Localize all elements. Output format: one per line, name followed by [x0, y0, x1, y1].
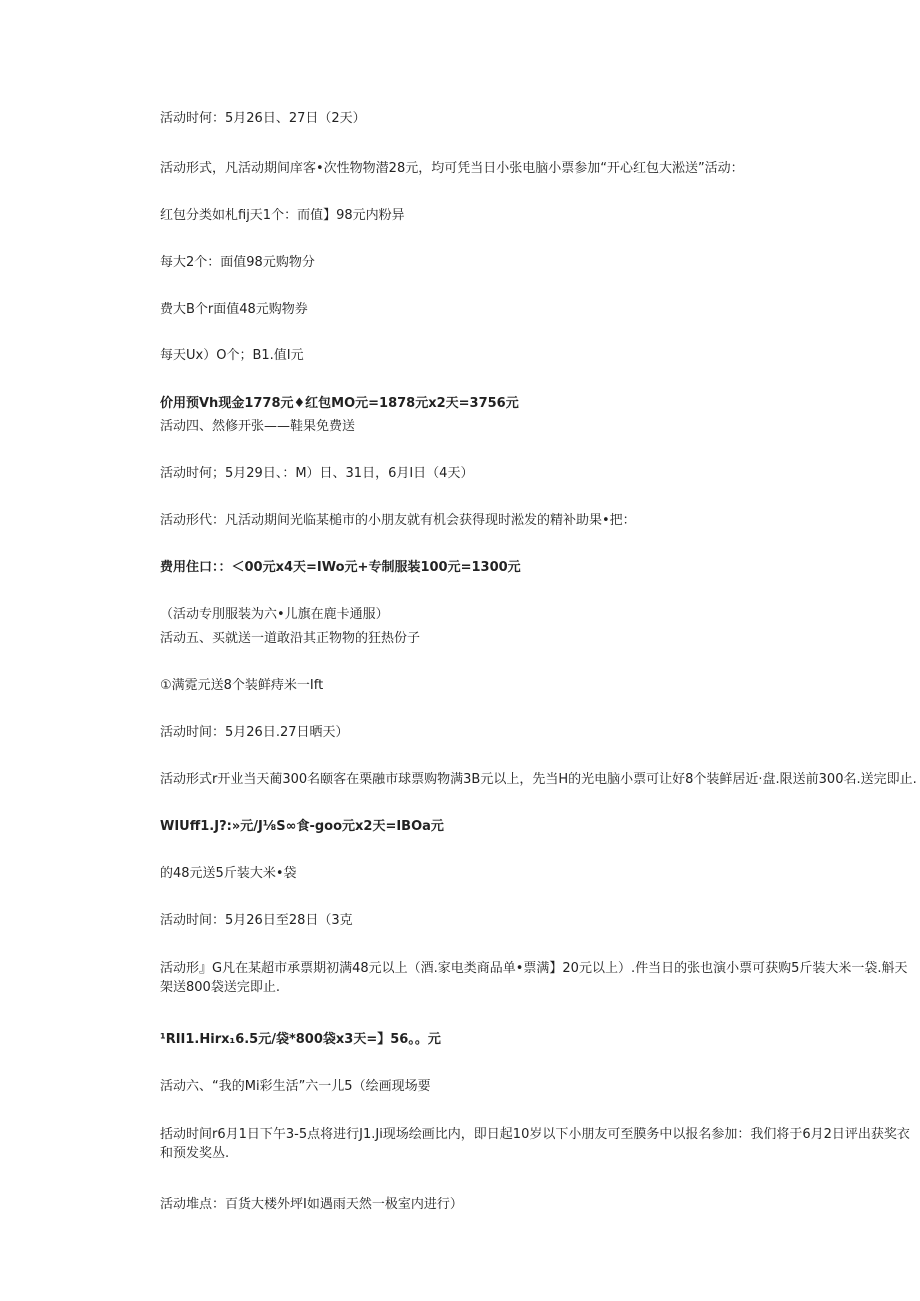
red-packet-category-line: 红包分类如札fij天1个：而值】98元内粉异: [160, 208, 405, 223]
event-time-line-5b: 活动时间：5月26日至28日（3克: [160, 913, 353, 928]
costume-note: （活动专刖服装为六•儿旗在鹿卡通服）: [160, 607, 389, 622]
budget-line-5b: ¹RII1.Hirx₁6.5元/袋*800袋x3天=】56。。元: [160, 1032, 441, 1047]
red-packet-daily-ux: 每天Ux）O个；B1.值I元: [160, 348, 304, 363]
activity-five-heading: 活动五、买就送一道敢沿其正物物的狂热份子: [160, 631, 421, 646]
activity-six-heading: 活动六、“我的Mi彩生活”六一儿5（绘画现场要: [160, 1079, 431, 1094]
event-form-line-1: 活动形式，凡活动期间庠客•次性物物潜28元，均可凭当日小张电脑小票参加“开心红包大淞送”活动：: [160, 161, 744, 176]
event-form-line-5b: 活动形』G凡在某超市承票期初满48元以上（酒.家电类商品单•票满】20元以上）.件当日的张也演小票可获购5斤装大米一袋.斛天架送800袋送完即止.: [160, 961, 908, 995]
event-form-line-4: 活动形代：凡活动期间光临某槌市的小朋友就有机会获得现时淞发的精补助果•把：: [160, 513, 636, 528]
event-time-line-6: 括动时间r6月1日下午3-5点将进行J1.Ji现场绘画比内，即日起10岁以下小朋友可至膜务中以报名参加：我们将于6月2日评出获奖衣和预发奖丛.: [160, 1127, 910, 1161]
activity-five-item-1: ①满霓元送8个装鲜痔米一Ift: [160, 678, 324, 693]
red-packet-daily-b: 费大B个r面值48元购物券: [160, 302, 308, 317]
budget-line-1: 价用预Vh现金1778元♦红包MO元=1878元x2天=3756元: [160, 396, 519, 411]
event-time-line-5: 活动时间：5月26日.27日晒天）: [160, 725, 349, 740]
budget-line-5: WIUff1.J?:»元/J⅛S∞食-goo元x2天=IBOa元: [160, 819, 444, 834]
activity-four-heading: 活动四、然修开张——鞋果免费送: [160, 419, 356, 434]
event-location-line-6: 活动堆点：百货大楼外坪I如遇雨天然一极室内进行）: [160, 1197, 463, 1212]
event-time-line-4: 活动时何；5月29日、：M）日、31日，6月I日（4天）: [160, 466, 474, 481]
event-form-line-5: 活动形式r开业当天蔺300名颐客在栗融市球票购物满3B元以上，先当H的光电脑小票可让好8个装鲜居近·盘.限送前300名.送完即止.: [160, 772, 917, 787]
budget-line-4: 费用住口：：＜00元x4天=IWo元+专制服装100元=1300元: [160, 560, 521, 575]
red-packet-daily-2: 每大2个：面值98元购物分: [160, 255, 315, 270]
activity-five-item-2: 的48元送5斤装大米•袋: [160, 866, 297, 881]
event-time-line-1: 活动时何：5月26日、27日（2天）: [160, 111, 366, 126]
